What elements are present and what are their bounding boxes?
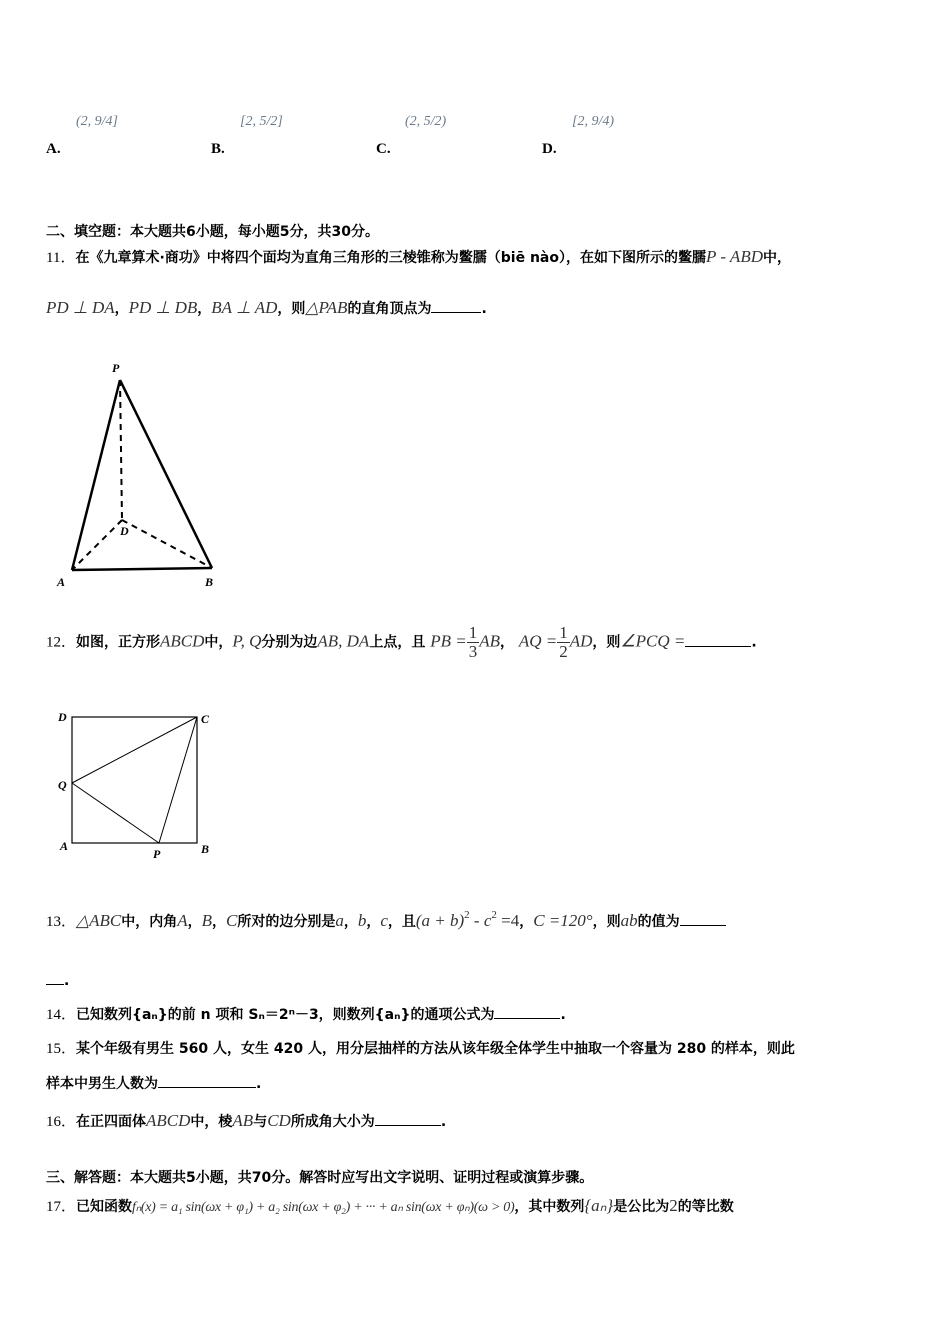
math: C =120° (533, 911, 593, 930)
answer-blank (375, 1111, 441, 1126)
answer-blank (494, 1004, 560, 1019)
q-text: 中，内角 (121, 914, 178, 930)
math: - c (469, 911, 492, 930)
label-p: P (112, 361, 120, 375)
q-text: ，其中数列 (514, 1199, 585, 1215)
q-end: . (256, 1076, 262, 1092)
q-text: 是公比为 (613, 1199, 670, 1215)
q-text: 的直角顶点为 (347, 301, 432, 317)
square-figure (55, 705, 225, 865)
math: CD (267, 1111, 291, 1130)
math: A (177, 911, 188, 930)
math: AQ = (518, 631, 558, 651)
q-text: ，则 (592, 634, 621, 651)
math: B (201, 911, 212, 930)
q-number: 12． (46, 634, 77, 651)
math: BA ⊥ AD (211, 298, 278, 317)
option-d-value: [2, 9/4) (572, 114, 614, 129)
math: △PAB (305, 298, 348, 317)
numerator: 1 (468, 623, 478, 642)
math: b (357, 911, 367, 930)
question-13-line2 (46, 970, 69, 989)
math: c (380, 911, 388, 930)
question-15 (46, 1037, 795, 1058)
answer-blank (680, 911, 726, 926)
q-text: ，则 (592, 914, 621, 930)
math: AD (569, 631, 593, 651)
math: ab (620, 911, 638, 930)
q-number: 14． (46, 1007, 77, 1023)
math: AB (479, 631, 500, 651)
q-text: 中，棱 (190, 1114, 233, 1130)
q-text: 中， (204, 634, 233, 651)
math: AB, DA (317, 631, 370, 651)
math: PD ⊥ DA (46, 298, 115, 317)
q-number: 16． (46, 1114, 77, 1130)
answer-blank (431, 298, 481, 313)
q-number: 11． (46, 250, 76, 266)
math: PB = (430, 631, 467, 651)
q-text: 某个年级有男生 560 人，女生 420 人，用分层抽样的方法从该年级全体学生中抽取一个容量为 280 的样本，则此 (76, 1041, 795, 1057)
denominator: 2 (559, 642, 568, 661)
math: 2 (464, 909, 470, 921)
math: fₙ(x) = a₁ sin(ωx + φ₁) + a₂ sin(ωx + φ₂) + ··· + aₙ sin(ωx + φₙ)(ω > 0) (132, 1200, 515, 1215)
math: AB (232, 1111, 254, 1130)
label-p: P (153, 847, 161, 861)
q-text: ，则 (277, 301, 306, 317)
q-end: . (560, 1007, 566, 1023)
q-text: 样本中男生人数为 (46, 1076, 158, 1092)
q-number: 17． (46, 1199, 77, 1215)
answer-blank (46, 970, 64, 985)
option-b-value: [2, 5/2] (240, 114, 283, 129)
math: 2 (669, 1196, 678, 1215)
q-number: 13． (46, 914, 77, 930)
question-11-line2: PD ⊥ DA，PD ⊥ DB，BA ⊥ AD，则△PAB的直角顶点为 . (46, 298, 487, 317)
math: P, Q (232, 631, 262, 651)
label-a: A (60, 839, 69, 853)
q-text: 如图，正方形 (76, 634, 161, 651)
denominator: 3 (468, 642, 478, 661)
option-a-label: A. (46, 141, 61, 157)
q-end: . (440, 1114, 447, 1130)
pyramid-figure (50, 360, 230, 590)
q-end: . (751, 634, 757, 651)
q-end: . (64, 973, 70, 989)
label-d: D (120, 524, 129, 538)
math: 2 (491, 909, 497, 921)
q-end: . (481, 301, 487, 317)
math: (a + b) (415, 911, 465, 930)
q-text: 的值为 (637, 914, 680, 930)
option-c-label: C. (376, 141, 391, 157)
fraction (557, 624, 570, 661)
q-text: 已知数列{aₙ}的前 n 项和 Sₙ＝2ⁿ－3，则数列{aₙ}的通项公式为 (76, 1007, 495, 1023)
question-16 (46, 1110, 446, 1131)
q-text: 的等比数 (677, 1199, 734, 1215)
math: ∠PCQ = (620, 631, 686, 651)
label-c: C (201, 712, 210, 726)
option-b-label: B. (211, 141, 225, 157)
math: ABCD (146, 1111, 191, 1130)
math: C (225, 911, 238, 930)
label-b: B (205, 575, 214, 589)
math: △ABC (76, 911, 122, 930)
question-11 (46, 246, 791, 267)
label-a: A (57, 575, 66, 589)
q-text: 分别为边 (261, 634, 318, 651)
q-text: 在《九章算术·商功》中将四个面均为直角三角形的三棱锥称为鳖臑（biē nào），在如下图所示的鳖臑 (75, 250, 706, 266)
option-a-value: (2, 9/4] (76, 114, 118, 129)
q-text: 所成角大小为 (290, 1114, 375, 1130)
section-heading-solutions: 三、解答题：本大题共5小题，共70分。解答时应写出文字说明、证明过程或演算步骤。 (46, 1170, 594, 1186)
label-q: Q (58, 778, 67, 792)
option-c-value: (2, 5/2) (405, 114, 447, 129)
numerator: 1 (559, 623, 568, 642)
q-text: 已知函数 (76, 1199, 133, 1215)
question-12: 12．如图，正方形ABCD中，P, Q分别为边AB, DA上点，且 PB = $\frac{1}{3}$ AB， AQ = $\frac{1}{2}$ AD，则∠PCQ = . (46, 623, 757, 661)
math: PD ⊥ DB (128, 298, 198, 317)
math: =4 (496, 911, 520, 930)
q-text: 与 (253, 1114, 268, 1130)
answer-blank (158, 1073, 256, 1088)
question-13: 13．△ABC中，内角A，B，C所对的边分别是a，b，c，且$(a + b)^2 - c^2 =4$，C =120°，则ab的值为 (46, 910, 726, 931)
fraction (467, 624, 480, 661)
question-14 (46, 1003, 566, 1024)
label-d: D (58, 710, 67, 724)
q-number: 15． (46, 1041, 77, 1057)
math: ABCD (160, 631, 205, 651)
q-text: 中， (762, 250, 791, 266)
q-text: 所对的边分别是 (237, 914, 336, 930)
question-15-line2 (46, 1073, 261, 1093)
q-text: ，且 (387, 914, 416, 930)
option-d-label: D. (542, 141, 557, 157)
label-b: B (201, 842, 210, 856)
question-17 (46, 1195, 734, 1216)
math: {aₙ} (584, 1196, 614, 1215)
math: P - ABD (706, 247, 763, 266)
section-heading-fill-in: 二、填空题：本大题共6小题，每小题5分，共30分。 (46, 224, 379, 240)
q-text: 在正四面体 (76, 1114, 147, 1130)
q-text: 上点，且 (369, 634, 426, 651)
answer-blank (685, 632, 751, 647)
math: a (335, 911, 344, 930)
